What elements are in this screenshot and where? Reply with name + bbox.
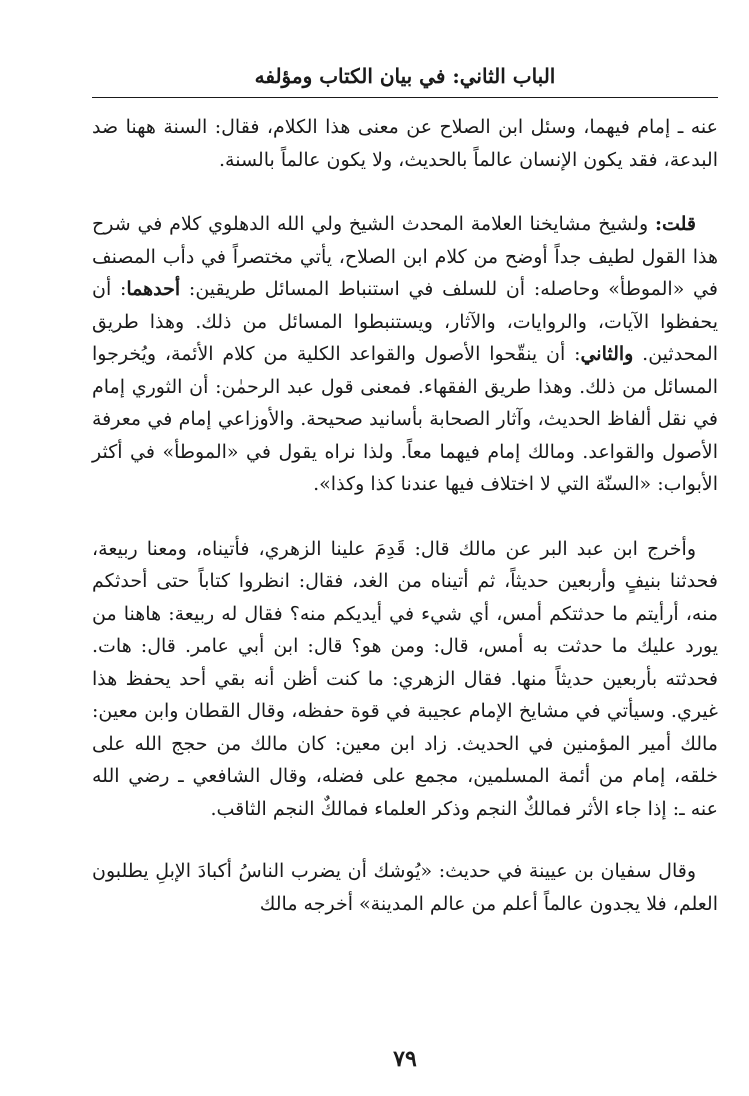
- qultu-label: قلت:: [654, 213, 696, 235]
- running-header: الباب الثاني: في بيان الكتاب ومؤلفه: [254, 64, 556, 88]
- page-body: [92, 111, 718, 920]
- page-number: ٧٩: [393, 1046, 417, 1072]
- paragraph-2: [92, 208, 718, 501]
- paragraph-1: عنه ـ إمام فيهما، وسئل ابن الصلاح عن معنى هذا الكلام، فقال: السنة ههنا ضد البدعة، فقد يكون الإنسان عالماً بالحديث، ولا يكون عالماً بالسنة.: [92, 116, 718, 171]
- paragraph-3: وأخرج ابن عبد البر عن مالك قال: قَدِمَ علينا الزهري، فأتيناه، ومعنا ربيعة، فحدثنا بنيفٍ وأربعين حديثاً، ثم أتيناه من الغد، فقال: انظروا كتاباً حتى أحدثكم منه، أرأيتم ما حدثتكم أمس، أي شيء في أيديكم منه؟ فقال له ربيعة: هاهنا من يورد عليك ما حدثت به أمس، قال: ومن هو؟ قال: ابن أبي عامر. قال: هات. فحدثته بأربعين حديثاً منها. فقال الزهري: ما كنت أظن أنه بقي أحد يحفظ هذا غيري. وسيأتي في مشايخ الإمام عجيبة في قوة حفظه، وقال القطان وابن معين: مالك أمير المؤمنين في الحديث. زاد ابن معين: كان مالك من حجج الله على خلقه، إمام من أئمة المسلمين، مجمع على فضله، وقال الشافعي ـ رضي الله عنه ـ: إذا جاء الأثر فمالكٌ النجم وذكر العلماء فمالكٌ النجم الثاقب.: [92, 537, 718, 820]
- header-divider: [92, 97, 718, 98]
- first-method-label: أحدهما: [126, 278, 181, 300]
- paragraph-2-part-2: : أن يحفظوا الآيات، والروايات، والآثار، ويستنبطوا المسائل من ذلك. وهذا طريق المحدثين.: [92, 278, 718, 365]
- paragraph-4: وقال سفيان بن عيينة في حديث: «يُوشك أن يضرب الناسُ أكبادَ الإبلِ يطلبون العلم، فلا يجدون عالماً أعلم من عالم المدينة» أخرجه مالك: [92, 860, 718, 915]
- second-method-label: والثاني: [580, 343, 634, 365]
- paragraph-2-part-1: ولشيخ مشايخنا العلامة المحدث الشيخ ولي الله الدهلوي كلام في شرح هذا القول لطيف جداً أوضح من كلام ابن الصلاح، يأتي مختصراً في دأب المصنف في «الموطأ» وحاصله: أن للسلف في استنباط المسائل طريقين:: [92, 213, 718, 300]
- paragraph-2-part-3: : أن ينقّحوا الأصول والقواعد الكلية من كلام الأئمة، ويُخرجوا المسائل من ذلك. وهذا طريق الفقهاء. فمعنى قول عبد الرحمٰن: أن الثوري إمام في نقل ألفاظ الحديث، وآثار الصحابة بأسانيد صحيحة. والأوزاعي إمام في معرفة الأصول والقواعد. ومالك إمام فيهما معاً. ولذا نراه يقول في «الموطأ» في أكثر الأبواب: «السنّة التي لا اختلاف فيها عندنا كذا وكذا».: [92, 343, 718, 495]
